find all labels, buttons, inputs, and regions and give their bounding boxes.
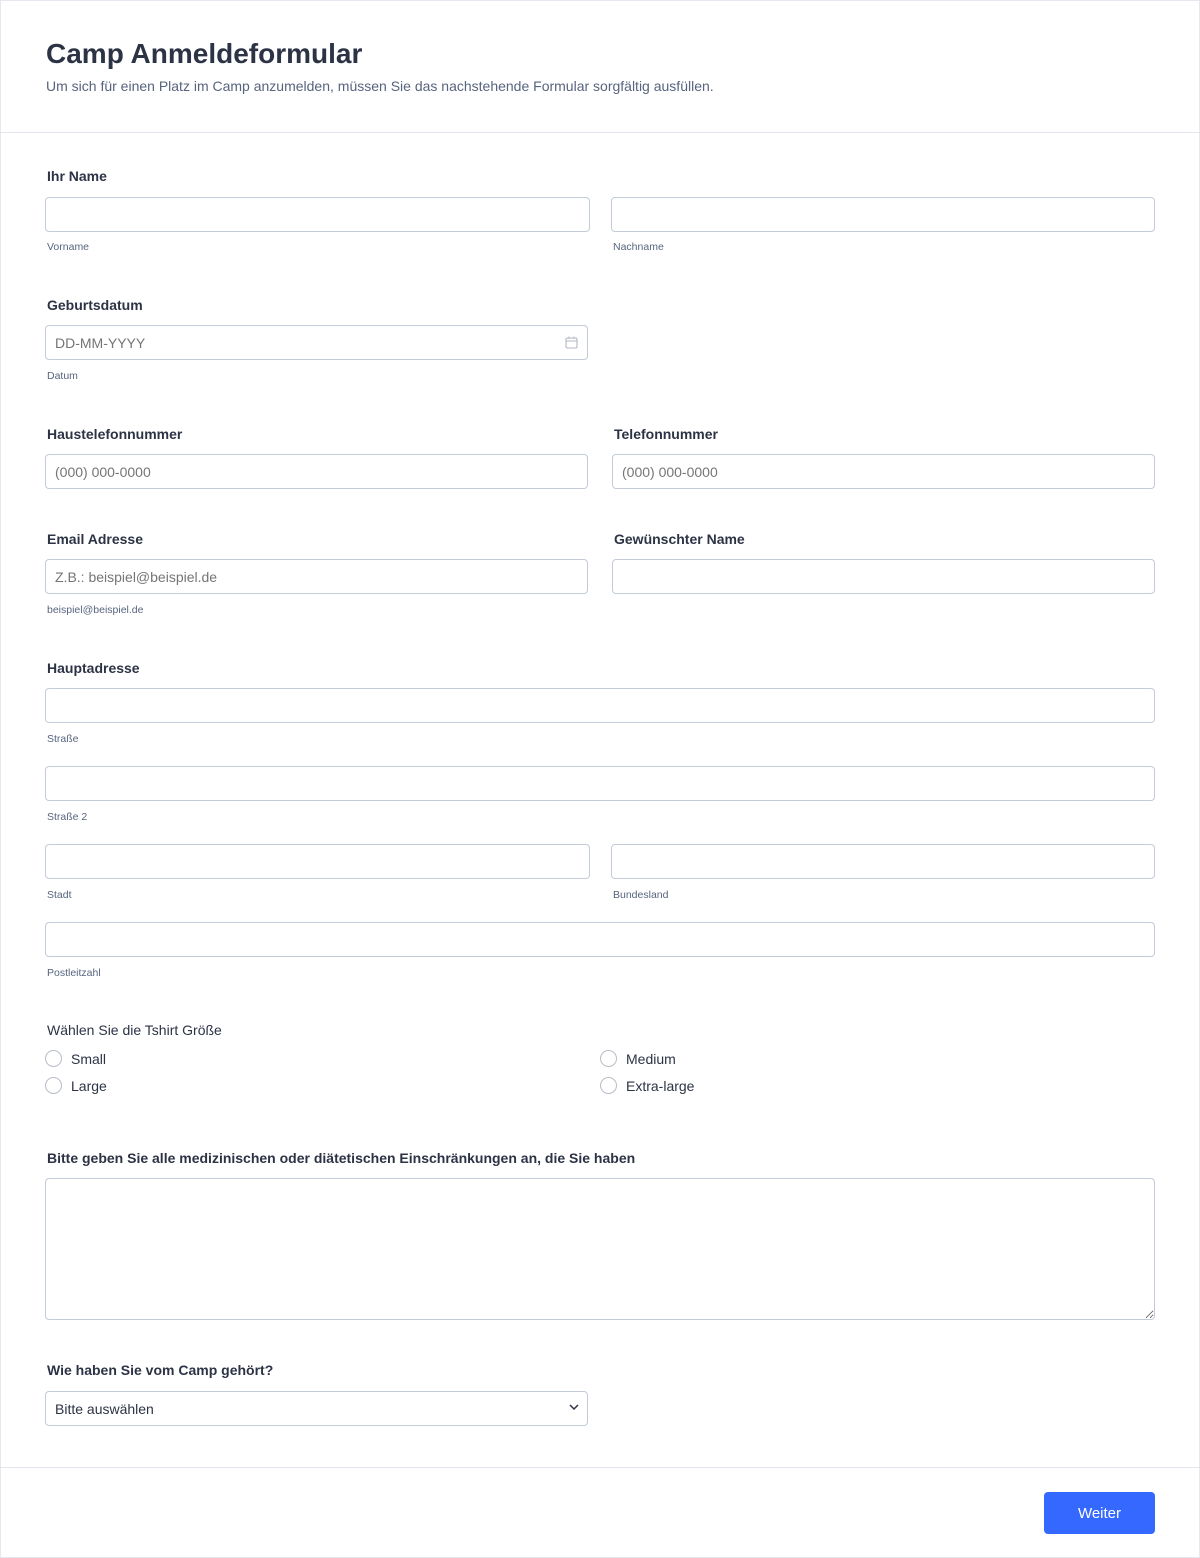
last-name-input[interactable] [611, 197, 1155, 232]
radio-circle[interactable] [45, 1050, 62, 1067]
radio-large[interactable] [45, 1077, 107, 1094]
state-input[interactable] [611, 844, 1155, 879]
radio-small[interactable] [45, 1050, 106, 1067]
preferred-name-label: Gewünschter Name [614, 531, 745, 547]
radio-label: Extra-large [626, 1077, 695, 1094]
radio-label: Medium [626, 1050, 676, 1067]
form-title: Camp Anmeldeformular [46, 38, 363, 69]
footer-divider [0, 1467, 1200, 1468]
city-hint: Stadt [47, 889, 72, 901]
city-input[interactable] [45, 844, 590, 879]
radio-label: Large [71, 1077, 107, 1094]
email-hint: beispiel@beispiel.de [47, 604, 144, 616]
source-label: Wie haben Sie vom Camp gehört? [47, 1362, 274, 1378]
zip-input[interactable] [45, 922, 1155, 957]
divider [0, 132, 1200, 133]
source-select[interactable] [45, 1391, 588, 1426]
radio-circle[interactable] [600, 1050, 617, 1067]
radio-label: Small [71, 1050, 107, 1067]
tshirt-label: Wählen Sie die Tshirt Größe [47, 1022, 222, 1038]
street-input[interactable] [45, 688, 1155, 723]
radio-medium[interactable] [600, 1050, 676, 1067]
last-name-hint: Nachname [613, 241, 664, 253]
first-name-hint: Vorname [47, 241, 90, 253]
chevron-down-icon[interactable] [569, 1404, 579, 1411]
address-label: Hauptadresse [47, 660, 140, 676]
radio-circle[interactable] [45, 1077, 62, 1094]
phone-input[interactable] [612, 454, 1155, 489]
phone-label: Telefonnummer [614, 426, 718, 442]
email-input[interactable] [45, 559, 588, 594]
state-hint: Bundesland [613, 889, 669, 901]
street2-hint: Straße 2 [47, 811, 88, 823]
street2-input[interactable] [45, 766, 1155, 801]
form-subtitle: Um sich für einen Platz im Camp anzumelden, müssen Sie das nachstehende Formular sorgfältig ausfüllen. [46, 78, 714, 94]
next-button[interactable]: Weiter [1044, 1492, 1155, 1534]
radio-circle[interactable] [600, 1077, 617, 1094]
medical-label: Bitte geben Sie alle medizinischen oder diätetischen Einschränkungen an, die Sie haben [47, 1150, 636, 1166]
email-label: Email Adresse [47, 531, 143, 547]
source-selected: Bitte auswählen [55, 1401, 154, 1417]
name-label: Ihr Name [47, 168, 107, 184]
radio-extra-large[interactable] [600, 1077, 694, 1094]
street-hint: Straße [47, 733, 79, 745]
medical-textarea[interactable] [45, 1178, 1155, 1320]
home-phone-label: Haustelefonnummer [47, 426, 183, 442]
preferred-name-input[interactable] [612, 559, 1155, 594]
birth-label: Geburtsdatum [47, 297, 143, 313]
birth-date-input[interactable] [45, 325, 588, 360]
home-phone-input[interactable] [45, 454, 588, 489]
zip-hint: Postleitzahl [47, 967, 101, 979]
birth-hint: Datum [47, 370, 78, 382]
first-name-input[interactable] [45, 197, 590, 232]
calendar-icon[interactable] [565, 336, 578, 349]
